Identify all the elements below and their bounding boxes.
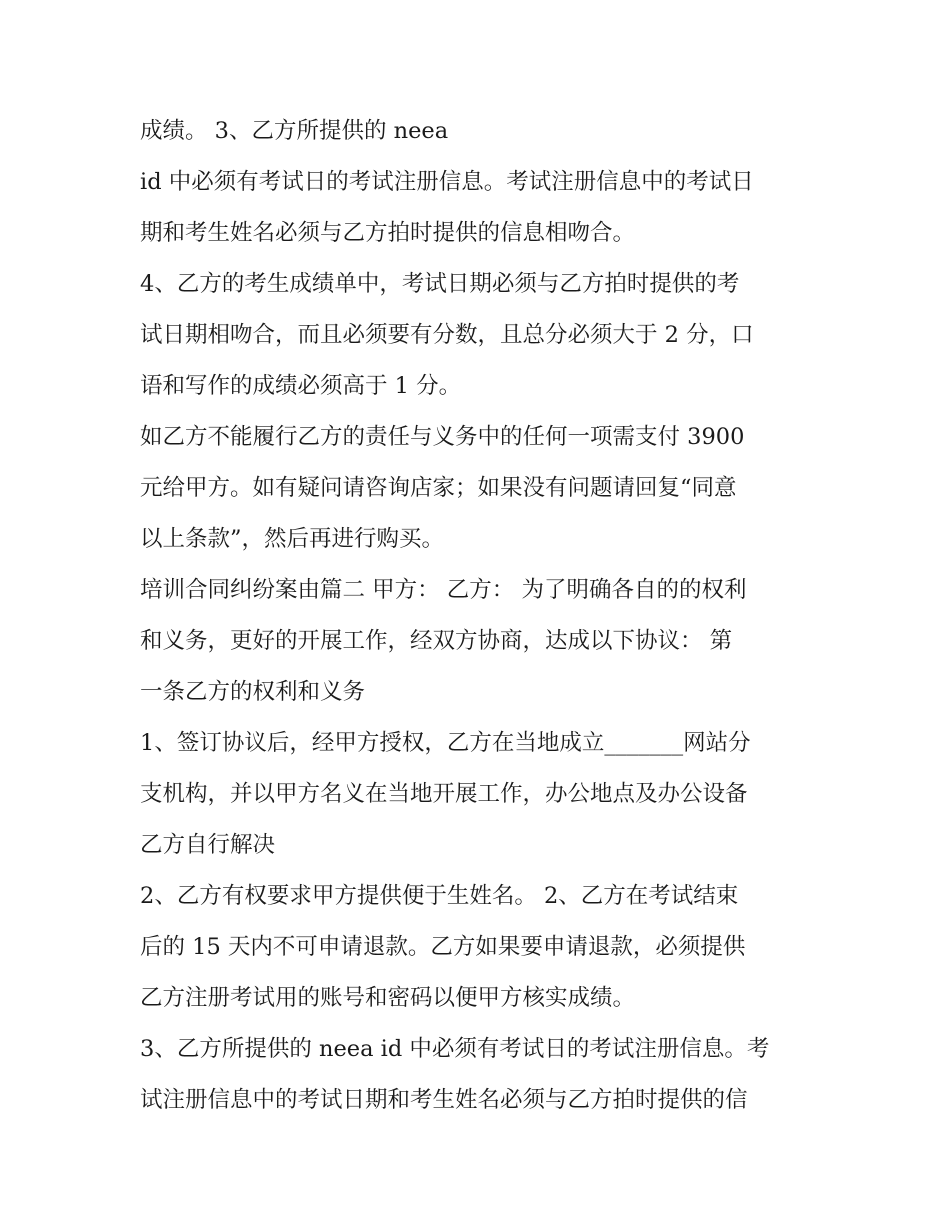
- text-line: 培训合同纠纷案由篇二 甲方： 乙方： 为了明确各自的的权利: [140, 577, 747, 603]
- text-line: id 中必须有考试日的考试注册信息。考试注册信息中的考试日: [140, 169, 754, 195]
- document-body: [140, 106, 830, 1126]
- text-line: 4、乙方的考生成绩单中，考试日期必须与乙方拍时提供的考: [140, 271, 740, 297]
- text-line: 一条乙方的权利和义务: [140, 679, 366, 705]
- text-line: 语和写作的成绩必须高于 1 分。: [140, 373, 462, 399]
- text-line: 成绩。 3、乙方所提供的 neea: [140, 118, 449, 144]
- text-line: 3、乙方所提供的 neea id 中必须有考试日的考试注册信息。考: [140, 1036, 770, 1062]
- text-line: 如乙方不能履行乙方的责任与义务中的任何一项需支付 3900: [140, 424, 745, 450]
- text-line: 乙方注册考试用的账号和密码以便甲方核实成绩。: [140, 985, 636, 1011]
- text-line: 以上条款”，然后再进行购买。: [140, 526, 445, 552]
- text-line: 试注册信息中的考试日期和考生姓名必须与乙方拍时提供的信: [140, 1087, 748, 1113]
- text-line: 期和考生姓名必须与乙方拍时提供的信息相吻合。: [140, 220, 636, 246]
- text-line: 元给甲方。如有疑问请咨询店家；如果没有问题请回复“同意: [140, 475, 737, 501]
- text-line: 支机构，并以甲方名义在当地开展工作，办公地点及办公设备: [140, 781, 748, 807]
- text-line: 试日期相吻合，而且必须要有分数，且总分必须大于 2 分，口: [140, 322, 754, 348]
- text-line: 和义务，更好的开展工作，经双方协商，达成以下协议： 第: [140, 628, 733, 654]
- text-line: 后的 15 天内不可申请退款。乙方如果要申请退款，必须提供: [140, 934, 746, 960]
- text-line: 1、签订协议后，经甲方授权，乙方在当地成立_______网站分: [140, 730, 751, 756]
- text-line: 乙方自行解决: [140, 832, 276, 858]
- text-line: 2、乙方有权要求甲方提供便于生姓名。 2、乙方在考试结束: [140, 883, 739, 909]
